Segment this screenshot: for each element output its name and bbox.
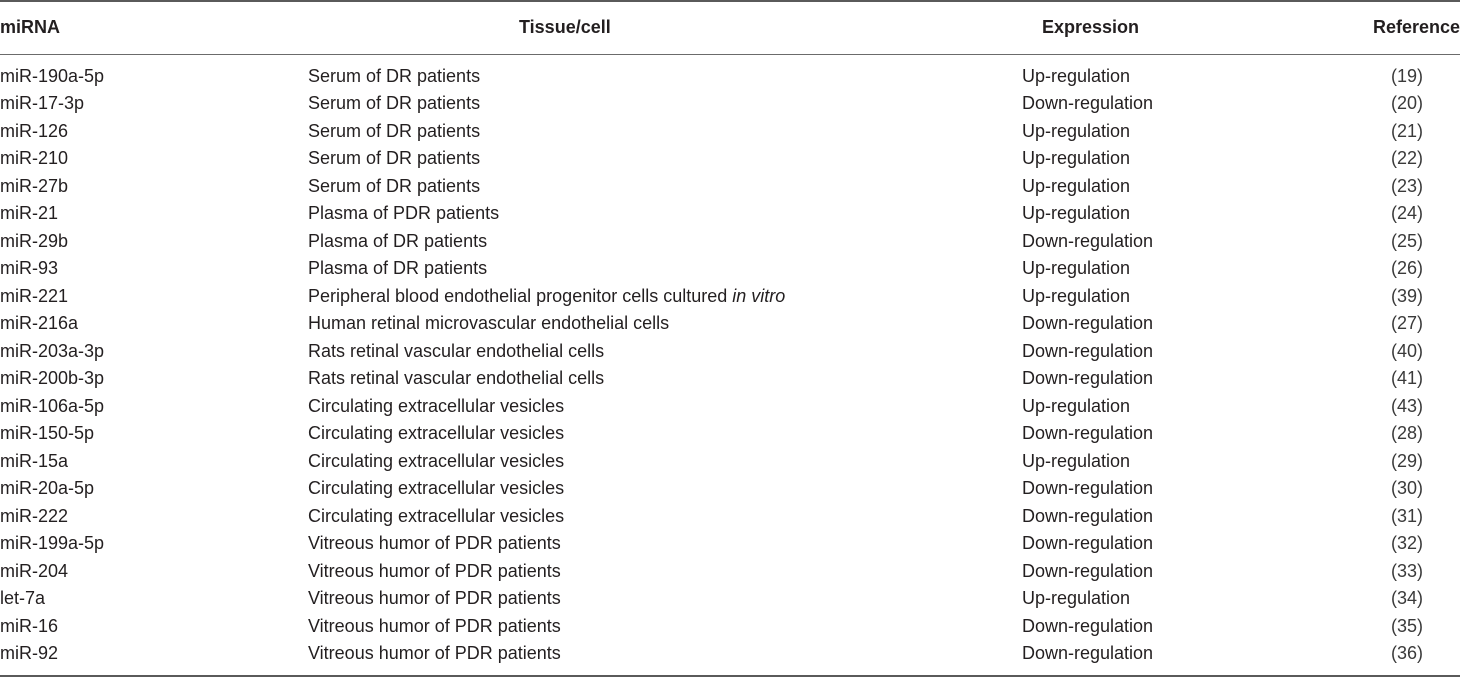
cell-expression: Up-regulation [1022,285,1131,306]
table-row [0,90,1460,118]
cell-tissue [308,200,1022,228]
cell-reference: (27) [1391,313,1424,334]
table-row [0,282,1460,310]
table-row [0,420,1460,448]
cell-reference: (36) [1391,643,1424,664]
cell-expression: Up-regulation [1022,395,1131,416]
cell-mirna: miR-20a-5p [0,478,95,499]
cell-tissue [308,475,1022,503]
cell-tissue-text: Rats retinal vascular endothelial cells [308,368,605,389]
table-row [0,255,1460,283]
cell-expression: Up-regulation [1022,148,1131,169]
cell-tissue-text: Vitreous humor of PDR patients [308,560,561,581]
column-header-expression: Expression [1042,16,1140,37]
cell-tissue-text: Serum of DR patients [308,93,481,114]
cell-tissue-text: Circulating extracellular vesicles [308,505,565,526]
table-row [0,585,1460,613]
cell-reference: (33) [1391,560,1424,581]
cell-tissue [308,530,1022,558]
cell-expression: Up-regulation [1022,588,1131,609]
cell-mirna: miR-204 [0,560,69,581]
cell-mirna: miR-27b [0,175,69,196]
cell-tissue [308,447,1022,475]
cell-tissue-text: Human retinal microvascular endothelial cells [308,313,670,334]
cell-tissue-text: Peripheral blood endothelial progenitor cells cultured [308,285,733,306]
table-row [0,172,1460,200]
cell-reference: (26) [1391,258,1424,279]
cell-expression: Up-regulation [1022,65,1131,86]
table-row [0,365,1460,393]
table-row [0,475,1460,503]
cell-mirna: miR-92 [0,643,59,664]
cell-tissue [308,420,1022,448]
cell-tissue-text: Vitreous humor of PDR patients [308,588,561,609]
cell-tissue [308,282,1022,310]
cell-tissue [308,502,1022,530]
cell-tissue-text: Plasma of PDR patients [308,203,500,224]
cell-reference: (23) [1391,175,1424,196]
cell-mirna: miR-21 [0,203,59,224]
cell-tissue [308,227,1022,255]
cell-tissue [308,585,1022,613]
cell-tissue-text: Vitreous humor of PDR patients [308,533,561,554]
cell-tissue-text: Serum of DR patients [308,148,481,169]
table-row [0,227,1460,255]
cell-reference: (30) [1391,478,1424,499]
cell-mirna: miR-210 [0,148,69,169]
cell-reference: (25) [1391,230,1424,251]
table-row [0,502,1460,530]
table-row [0,640,1460,668]
table-row [0,200,1460,228]
cell-reference: (19) [1391,65,1424,86]
cell-mirna: miR-203a-3p [0,340,105,361]
cell-expression: Down-regulation [1022,533,1154,554]
cell-expression: Down-regulation [1022,615,1154,636]
cell-tissue-text: Circulating extracellular vesicles [308,395,565,416]
cell-mirna: miR-17-3p [0,93,85,114]
cell-expression: Down-regulation [1022,313,1154,334]
cell-expression: Down-regulation [1022,423,1154,444]
cell-reference: (22) [1391,148,1424,169]
cell-mirna: miR-150-5p [0,423,95,444]
cell-mirna: let-7a [0,588,46,609]
table-bottom-rule [0,675,1460,677]
cell-tissue [308,145,1022,173]
table-row [0,557,1460,585]
table-row [0,392,1460,420]
table-header [0,0,1460,54]
column-header-reference: Reference [1372,16,1460,37]
cell-tissue [308,337,1022,365]
cell-mirna: miR-190a-5p [0,65,105,86]
cell-reference: (41) [1391,368,1424,389]
table-row [0,337,1460,365]
column-header-tissue: Tissue/cell [519,16,611,37]
cell-tissue [308,640,1022,668]
table-row [0,145,1460,173]
cell-expression: Up-regulation [1022,175,1131,196]
cell-mirna: miR-126 [0,120,69,141]
cell-expression: Down-regulation [1022,93,1154,114]
cell-tissue-text: Circulating extracellular vesicles [308,478,565,499]
cell-reference: (40) [1391,340,1424,361]
table-row [0,447,1460,475]
cell-expression: Up-regulation [1022,450,1131,471]
cell-tissue [308,54,1022,90]
cell-reference: (21) [1391,120,1424,141]
column-header-mirna: miRNA [0,16,61,37]
cell-tissue-text: Plasma of DR patients [308,258,488,279]
cell-tissue-text: Vitreous humor of PDR patients [308,615,561,636]
cell-tissue [308,172,1022,200]
cell-tissue [308,117,1022,145]
table-body [0,54,1460,667]
cell-mirna: miR-16 [0,615,59,636]
cell-expression: Down-regulation [1022,560,1154,581]
cell-mirna: miR-15a [0,450,69,471]
cell-expression: Up-regulation [1022,258,1131,279]
cell-mirna: miR-200b-3p [0,368,105,389]
cell-mirna: miR-221 [0,285,69,306]
cell-reference: (20) [1391,93,1424,114]
cell-reference: (35) [1391,615,1424,636]
cell-tissue-text: Serum of DR patients [308,120,481,141]
cell-tissue-text: Plasma of DR patients [308,230,488,251]
cell-mirna: miR-222 [0,505,69,526]
cell-reference: (24) [1391,203,1424,224]
cell-tissue-text: Vitreous humor of PDR patients [308,643,561,664]
cell-tissue [308,255,1022,283]
table-row [0,54,1460,90]
cell-tissue-text: Circulating extracellular vesicles [308,423,565,444]
header-row [0,0,1460,54]
cell-reference: (32) [1391,533,1424,554]
cell-mirna: miR-93 [0,258,59,279]
cell-reference: (34) [1391,588,1424,609]
table-row [0,117,1460,145]
cell-tissue-text: Rats retinal vascular endothelial cells [308,340,605,361]
cell-reference: (31) [1391,505,1424,526]
cell-mirna: miR-106a-5p [0,395,105,416]
cell-tissue [308,392,1022,420]
cell-reference: (28) [1391,423,1424,444]
table-row [0,310,1460,338]
cell-tissue-text: Circulating extracellular vesicles [308,450,565,471]
cell-tissue [308,310,1022,338]
cell-expression: Up-regulation [1022,120,1131,141]
cell-expression: Down-regulation [1022,340,1154,361]
cell-mirna: miR-216a [0,313,79,334]
cell-mirna: miR-29b [0,230,69,251]
cell-mirna: miR-199a-5p [0,533,105,554]
cell-tissue [308,365,1022,393]
cell-reference: (43) [1391,395,1424,416]
table-row [0,530,1460,558]
cell-expression: Down-regulation [1022,230,1154,251]
cell-tissue [308,90,1022,118]
cell-expression: Down-regulation [1022,643,1154,664]
cell-tissue-text: Serum of DR patients [308,175,481,196]
cell-tissue-italic-text: in vitro [732,285,786,306]
cell-expression: Up-regulation [1022,203,1131,224]
cell-reference: (29) [1391,450,1424,471]
cell-reference: (39) [1391,285,1424,306]
cell-tissue [308,557,1022,585]
cell-expression: Down-regulation [1022,478,1154,499]
cell-expression: Down-regulation [1022,368,1154,389]
table-row [0,612,1460,640]
cell-tissue [308,612,1022,640]
cell-expression: Down-regulation [1022,505,1154,526]
cell-tissue-text: Serum of DR patients [308,65,481,86]
